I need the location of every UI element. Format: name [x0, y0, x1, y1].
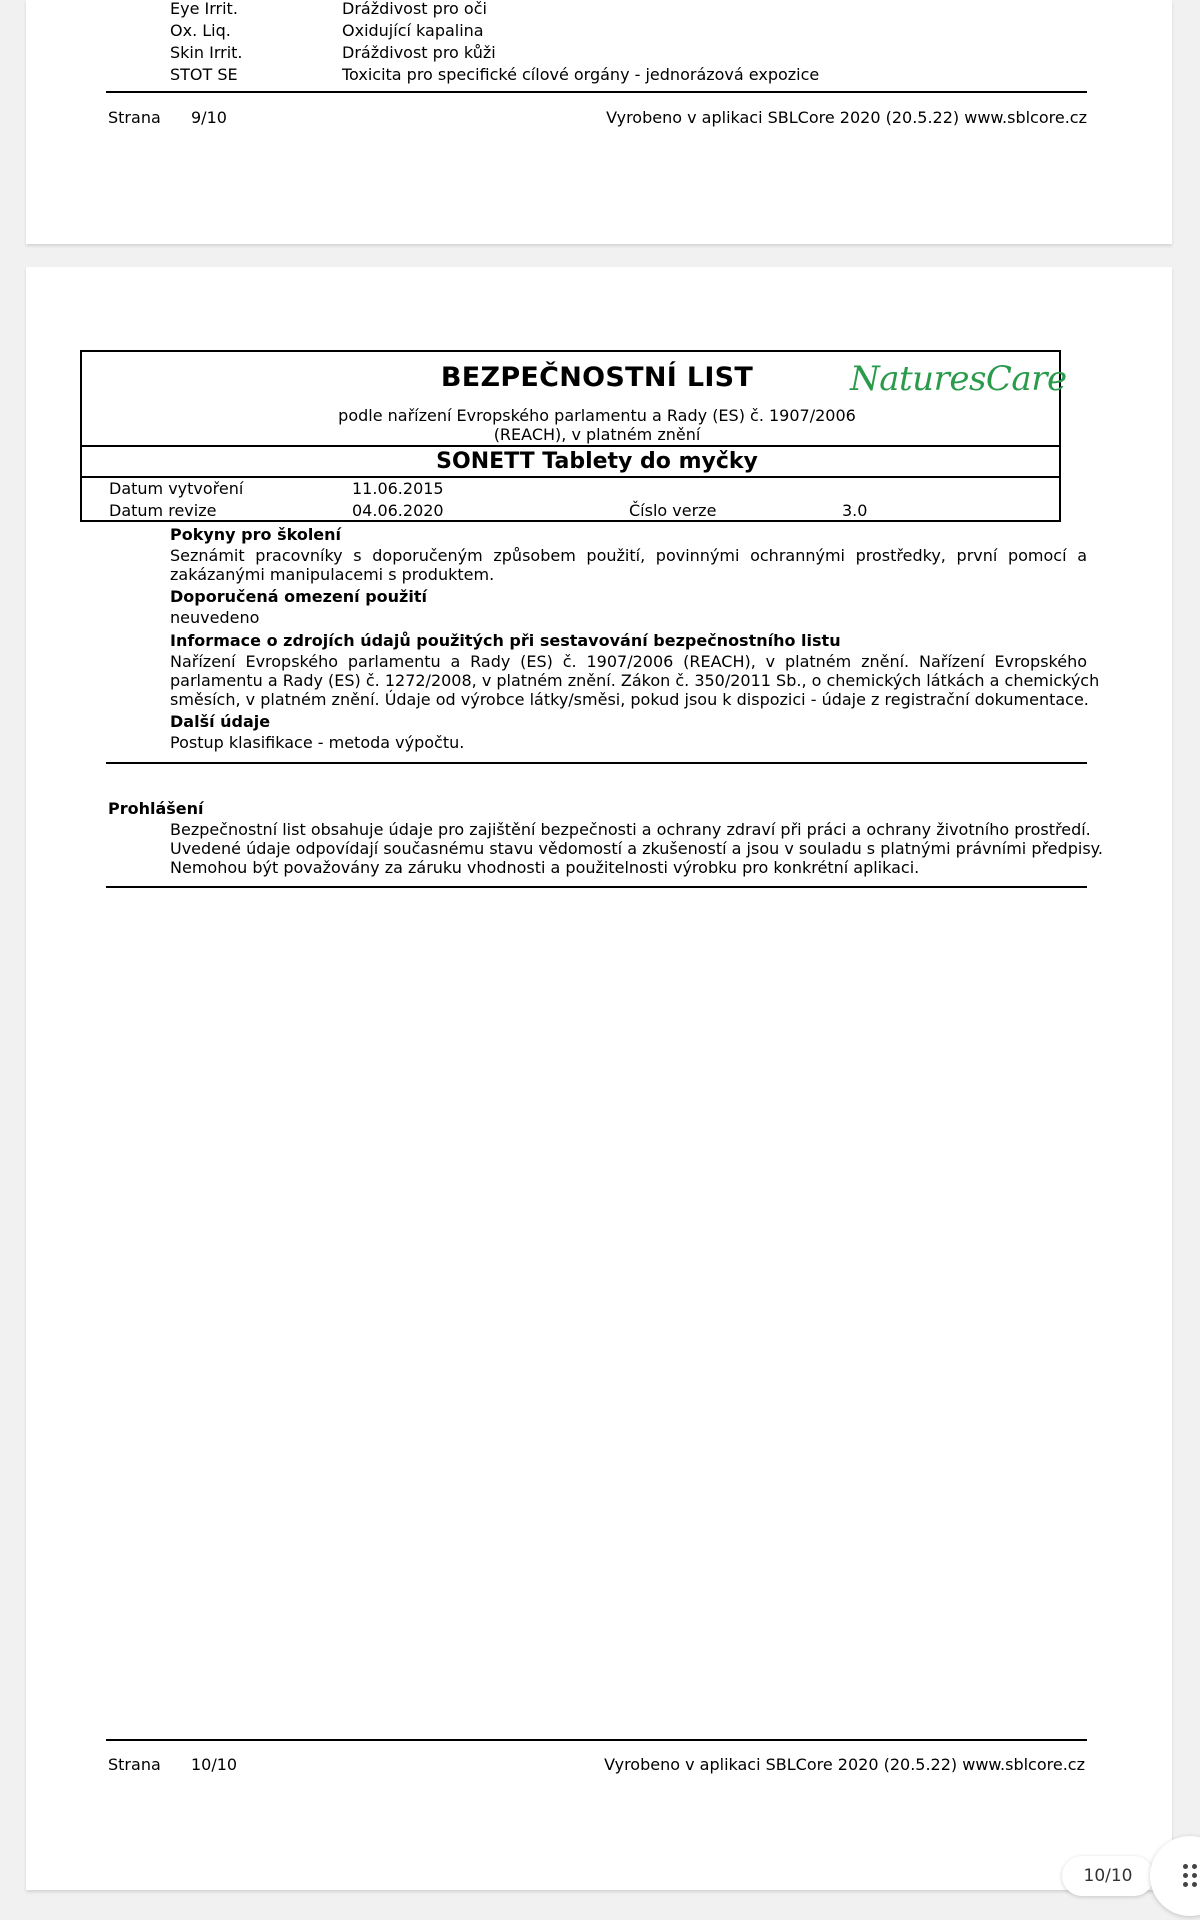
other-info-text: Postup klasifikace - metoda výpočtu. [170, 733, 465, 752]
declaration-text: Uvedené údaje odpovídají současnému stavu vědomostí a zkušeností a jsou v souladu s platnými právními předpisy. [170, 839, 1103, 858]
training-text: zakázanými manipulacemi s produktem. [170, 565, 495, 584]
abbreviation-description: Toxicita pro specifické cílové orgány - jednorázová expozice [342, 65, 820, 84]
naturescare-logo: NaturesCare [850, 359, 1067, 399]
footer-page-number: 10/10 [191, 1755, 238, 1774]
revision-date-label: Datum revize [109, 501, 217, 520]
created-date-value: 11.06.2015 [352, 479, 444, 498]
footer-page-label: Strana [108, 108, 161, 127]
document-subtitle: podle nařízení Evropského parlamentu a Rady (ES) č. 1907/2006 [338, 406, 856, 425]
footer-producer: Vyrobeno v aplikaci SBLCore 2020 (20.5.22) www.sblcore.cz [604, 1755, 1085, 1774]
restrictions-heading: Doporučená omezení použití [170, 587, 427, 606]
footer-producer: Vyrobeno v aplikaci SBLCore 2020 (20.5.22) www.sblcore.cz [606, 108, 1087, 127]
abbreviation-description: Dráždivost pro kůži [342, 43, 496, 62]
divider [106, 886, 1087, 888]
abbreviation-code: Eye Irrit. [170, 0, 238, 18]
version-label: Číslo verze [629, 501, 717, 520]
sources-text: směsích, v platném znění. Údaje od výrobce látky/směsi, pokud jsou k dispozici - údaje z registrační dokumentace. [170, 690, 1089, 709]
abbreviation-description: Oxidující kapalina [342, 21, 484, 40]
footer-divider [106, 1739, 1087, 1741]
training-heading: Pokyny pro školení [170, 525, 342, 544]
revision-date-value: 04.06.2020 [352, 501, 444, 520]
created-date-label: Datum vytvoření [109, 479, 244, 498]
product-name: SONETT Tablety do myčky [436, 449, 758, 474]
abbreviation-description: Dráždivost pro oči [342, 0, 487, 18]
footer-page-number: 9/10 [191, 108, 227, 127]
version-value: 3.0 [842, 501, 868, 520]
abbreviation-code: STOT SE [170, 65, 238, 84]
divider [106, 762, 1087, 764]
training-text: Seznámit pracovníky s doporučeným způsobem použití, povinnými ochrannými prostředky, první pomocí a [170, 546, 1087, 565]
abbreviation-row [170, 0, 1070, 20]
declaration-heading: Prohlášení [108, 799, 204, 818]
other-info-heading: Další údaje [170, 712, 271, 731]
abbreviation-row [170, 20, 1070, 42]
page-indicator: 10/10 [1062, 1856, 1154, 1896]
footer-page-label: Strana [108, 1755, 161, 1774]
sources-text: parlamentu a Rady (ES) č. 1272/2008, v platném znění. Zákon č. 350/2011 Sb., o chemických látkách a chemických [170, 671, 1100, 690]
document-page-9 [26, 0, 1172, 244]
sources-heading: Informace o zdrojích údajů použitých při sestavování bezpečnostního listu [170, 631, 841, 650]
abbreviation-row [170, 42, 1070, 64]
divider [106, 91, 1087, 93]
document-subtitle: (REACH), v platném znění [493, 425, 701, 444]
restrictions-text: neuvedeno [170, 608, 260, 627]
abbreviation-row [170, 64, 1070, 86]
document-title: BEZPEČNOSTNÍ LIST [440, 362, 754, 393]
abbreviation-code: Skin Irrit. [170, 43, 243, 62]
declaration-text: Nemohou být považovány za záruku vhodnosti a použitelnosti výrobku pro konkrétní aplikaci. [170, 858, 920, 877]
abbreviation-code: Ox. Liq. [170, 21, 231, 40]
declaration-text: Bezpečnostní list obsahuje údaje pro zajištění bezpečnosti a ochrany zdraví při práci a ochrany životního prostředí. [170, 820, 1091, 839]
sources-text: Nařízení Evropského parlamentu a Rady (ES) č. 1907/2006 (REACH), v platném znění. Nařízení Evropského [170, 652, 1087, 671]
